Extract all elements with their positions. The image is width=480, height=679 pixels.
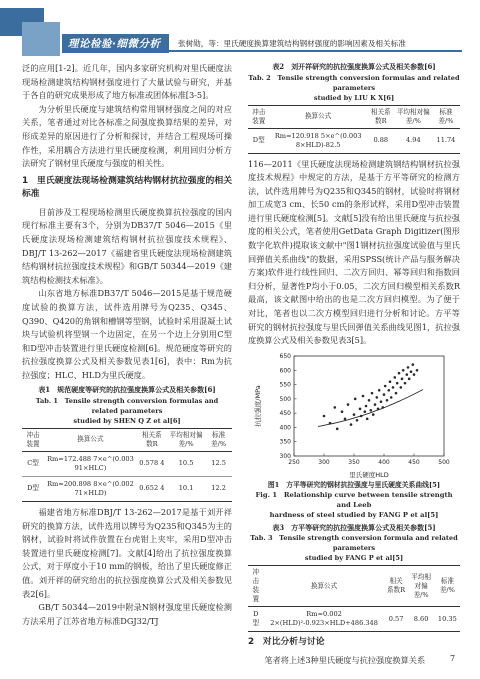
data-point — [410, 370, 413, 373]
table-cell: 10.5 — [167, 451, 205, 476]
data-point — [401, 377, 404, 380]
table-header-cell: 相关系数R — [385, 566, 408, 607]
table-header-cell: 平均相对偏差/% — [395, 105, 432, 128]
table-header-cell: 换算公式 — [269, 105, 366, 128]
table-cell: 12.2 — [205, 476, 232, 501]
figure-caption-en: Fig. 1 Relationship curve between tensile strength and Leeb — [255, 490, 453, 509]
data-point — [406, 373, 409, 376]
table-cell: D型 — [22, 476, 44, 501]
data-point — [354, 397, 357, 400]
table-cell: 0.578 4 — [137, 451, 167, 476]
data-point — [390, 396, 393, 399]
table-cell: D型 — [248, 128, 269, 153]
page-header — [0, 0, 480, 58]
x-tick-label: 500 — [438, 458, 450, 466]
table-row — [248, 607, 460, 632]
table-cell: 10.1 — [167, 476, 205, 501]
table-cell: 8.60 — [407, 607, 434, 632]
table-header-cell: 相关系数R — [367, 105, 395, 128]
table-cell: 4.94 — [395, 128, 432, 153]
data-point — [396, 382, 399, 385]
table-cell: Rm=120.918 5×e^(0.003 8×HLD)-82.5 — [269, 128, 366, 153]
table-1 — [22, 428, 232, 502]
table-cell: C型 — [22, 451, 44, 476]
table-header-cell: 标准差/% — [435, 566, 460, 607]
section-heading: 1 里氏硬度法现场检测建筑结构钢材抗拉强度的相关标准 — [22, 175, 232, 200]
header-rule — [62, 50, 462, 52]
data-point — [372, 413, 375, 416]
y-tick-label: 600 — [279, 367, 291, 375]
data-point — [350, 423, 353, 426]
page-number: 7 — [450, 654, 456, 663]
table-3 — [248, 565, 460, 632]
journal-section-title: 理论检验·细微分析 — [62, 34, 169, 53]
data-point — [383, 393, 386, 396]
table-header-cell: 标准差/% — [432, 105, 460, 128]
data-point — [365, 405, 368, 408]
section-heading: 2 对比分析与讨论 — [248, 637, 325, 648]
table-2 — [248, 105, 460, 154]
table-cell: 0.88 — [367, 128, 395, 153]
table-caption: 表3 方平等研究的抗拉强度换算公式及相关参数[5] — [272, 522, 436, 532]
data-point — [398, 372, 401, 375]
data-point — [371, 392, 374, 395]
data-point — [380, 400, 383, 403]
x-tick-label: 300 — [318, 458, 330, 466]
table-caption-en: studied by FANG P et al[5] — [304, 554, 404, 563]
table-header-cell: 相关系数R — [137, 428, 167, 451]
data-point — [386, 399, 389, 402]
y-tick-label: 400 — [279, 424, 291, 432]
data-point — [384, 385, 387, 388]
figure-caption: 图1 方平等研究的钢材抗拉强度与里氏硬度关系曲线[5] — [267, 480, 441, 489]
data-point — [389, 380, 392, 383]
data-point — [395, 392, 398, 395]
table-header-cell: 冲击装置 — [22, 428, 44, 451]
table-header-cell: 冲击装置 — [248, 105, 269, 128]
table-cell: 12.5 — [205, 451, 232, 476]
data-point — [334, 406, 337, 409]
data-point — [400, 386, 403, 389]
y-tick-label: 500 — [279, 395, 291, 403]
table-row — [22, 476, 232, 501]
table-caption: 表2 刘开祥研究的抗拉强度换算公式及相关参数[6] — [272, 62, 436, 71]
data-point — [362, 395, 365, 398]
data-point — [402, 369, 405, 372]
data-point — [347, 403, 350, 406]
table-caption-en: Tab. 2 Tensile strength conversion formulas and related parameters — [248, 73, 460, 92]
y-tick-label: 450 — [279, 409, 291, 417]
data-point — [388, 389, 391, 392]
table-header-cell: 换算公式 — [44, 428, 137, 451]
journal-logo — [0, 8, 60, 56]
data-point — [378, 389, 381, 392]
y-axis-label: 抗拉强度/MPa — [254, 385, 262, 427]
data-point — [408, 377, 411, 380]
paragraph: 福建省地方标准DBJ/T 13-262—2017是基于刘开祥研究的换算方法，试件选用以牌号为Q235和Q345为主的钢材，试验时将试件放置在台虎钳上夹牢，采用D型冲击装置进行里氏硬度检测[7]。文献[4]给出了抗拉强度换算公式，对于厚度小于10 mm的钢板，给出了里氏硬度修正值。刘开祥的研究给出的抗拉强度换算公式及相关参数见表2[6]。 — [22, 506, 232, 599]
data-point — [336, 427, 339, 430]
data-point — [356, 419, 359, 422]
table-caption-en: studied by LIU K X[6] — [313, 93, 395, 102]
y-tick-label: 300 — [279, 452, 291, 460]
table-header-cell: 平均相对偏差/% — [167, 428, 205, 451]
figure-caption-en: hardness of steel studied by FANG P et al[5] — [269, 510, 439, 519]
data-point — [404, 382, 407, 385]
x-tick-label: 250 — [288, 458, 300, 466]
paragraph: GB/T 50344—2019中附录N钢材强度里氏硬度检测方法采用了江苏省地方标准DGJ32/TJ — [22, 602, 232, 626]
x-tick-label: 450 — [408, 458, 420, 466]
table-row — [22, 451, 232, 476]
y-tick-label: 550 — [279, 381, 291, 389]
plot-frame — [294, 356, 444, 456]
data-point — [394, 376, 397, 379]
paragraph: 116—2011《里氏硬度法现场检测建筑钢结构钢材抗拉强度技术规程》中规定的方法，是基于方平等研究的检测方法，试件选用牌号为Q235和Q345的钢材，试验时将钢材加工成宽3 cm、长50 cm的条形试样，采用D型冲击装置进行里氏硬度检测[5]。文献[5]没有给出里氏硬度与抗拉强度的相关公式，笔者使用GetData Graph Digitizer(图形数字化软件)提取该文献中"图1钢材抗拉强度试验值与里氏回弹值关系曲线"的数据，采用SPSS(统计产品与服务解决方案)软件进行线性回归、二次方回归、幂等回归和指数回归分析，显著性P均小于0.05，二次方回归模型相关系数R最高，该文献图中给出的也是二次方回归模型。为了便于对比，笔者也以二次方模型回归进行分析和讨论。方平等研究的钢材抗拉强度与里氏回弹值关系曲线见图1，抗拉强度换算公式及相关参数见表3[5]。 — [248, 158, 460, 346]
table-caption-en: Tab. 3 Tensile strength conversion formula and related parameters — [250, 534, 458, 553]
x-axis-label: 里氏硬度HLD — [349, 470, 389, 479]
data-point — [370, 409, 373, 412]
table-header-cell: 平均相对偏差/% — [407, 566, 434, 607]
table-header-cell: 标准差/% — [205, 428, 232, 451]
data-point — [412, 363, 415, 366]
paragraph: 泛的应用[1-2]。近几年，国内多家研究机构对里氏硬度法现场检测建筑结构钢材强度进行了大量试验与研究，并基于各自的研究成果形成了地方标准或团体标准[3-5]。 — [22, 63, 232, 101]
table-cell: 10.35 — [435, 607, 460, 632]
x-tick-label: 400 — [378, 458, 390, 466]
data-point — [323, 415, 326, 418]
data-point — [413, 373, 416, 376]
scatter-chart — [248, 348, 460, 480]
data-point — [364, 410, 367, 413]
table-cell: D型 — [248, 607, 264, 632]
data-point — [341, 410, 344, 413]
paragraph: 山东省地方标准DB37/T 5046—2015是基于规范硬度试验的换算方法，试件选用牌号为Q235、Q345、Q390、Q420的角钢和槽钢等型钢，试验时采用混凝土试块与试验机将型钢一个边固定，在另一个边上分别用C型和D型冲击装置进行里氏硬度检测[6]。规范硬度等研究的抗拉强度换算公式及相关参数见表1[6]，表中：Rm为抗拉强度；HLC、HLD为里氏硬度。 — [22, 288, 232, 380]
table-header-cell: 换算公式 — [264, 566, 385, 607]
table-cell: 0.652 4 — [137, 476, 167, 501]
right-column — [248, 62, 460, 667]
running-title: 张树勋，等：里氏硬度换算建筑结构钢材强度的影响因素及相关标准 — [178, 39, 406, 48]
paragraph: 目前涉及工程现场检测里氏硬度换算抗拉强度的国内现行标准主要有3个，分别为DB37/T 5046—2015《里氏硬度法现场检测建筑结构钢材抗拉强度技术规程》、DBJ/T 13-262—2017《福建省里氏硬度法现场检测建筑结构钢材抗拉强度技术规程》和GB/T 50344—2019《建筑结构检测技术标准》。 — [22, 206, 232, 285]
data-point — [368, 399, 371, 402]
data-point — [359, 407, 362, 410]
paragraph: 为分析里氏硬度与建筑结构常用钢材强度之间的对应关系，笔者通过对比各标准之间强度换算结果的差异，对形成差异的原因进行了分析和探讨，并结合工程现场可操作性，采用耦合方法进行里氏硬度检测，利用回归分析方法研究了钢材里氏硬度与强度的相关性。 — [22, 103, 232, 169]
data-point — [344, 417, 347, 420]
table-caption: 表1 规范硬度等研究的抗拉强度换算公式及相关参数[6] — [38, 385, 216, 395]
left-column — [22, 62, 232, 628]
data-point — [392, 386, 395, 389]
table-cell: 0.57 — [385, 607, 408, 632]
data-point — [366, 417, 369, 420]
data-point — [353, 413, 356, 416]
x-tick-label: 350 — [348, 458, 360, 466]
table-header-cell: 冲击装置 — [248, 566, 264, 607]
table-cell: Rm=172.488 7×e^(0.003 91×HLC) — [44, 451, 137, 476]
table-caption-en: studied by SHEN Q Z et al[6] — [73, 416, 181, 425]
figure-1 — [248, 348, 460, 480]
table-caption-en: Tab. 1 Tensile strength conversion formulas and related parameters — [35, 396, 219, 415]
table-row — [248, 128, 460, 153]
paragraph: 笔者将上述3种里氏硬度与抗拉强度换算关系 — [264, 654, 426, 665]
table-cell: Rm=200.898 8×e^(0.002 71×HLD) — [44, 476, 137, 501]
y-tick-label: 350 — [279, 438, 291, 446]
data-point — [416, 369, 419, 372]
data-point — [374, 403, 377, 406]
data-point — [407, 366, 410, 369]
y-tick-label: 650 — [279, 352, 291, 360]
table-cell: Rm=0.002 2×(HLD)²-0.923×HLD+486.348 — [264, 607, 385, 632]
table-cell: 11.74 — [432, 128, 460, 153]
data-point — [376, 396, 379, 399]
